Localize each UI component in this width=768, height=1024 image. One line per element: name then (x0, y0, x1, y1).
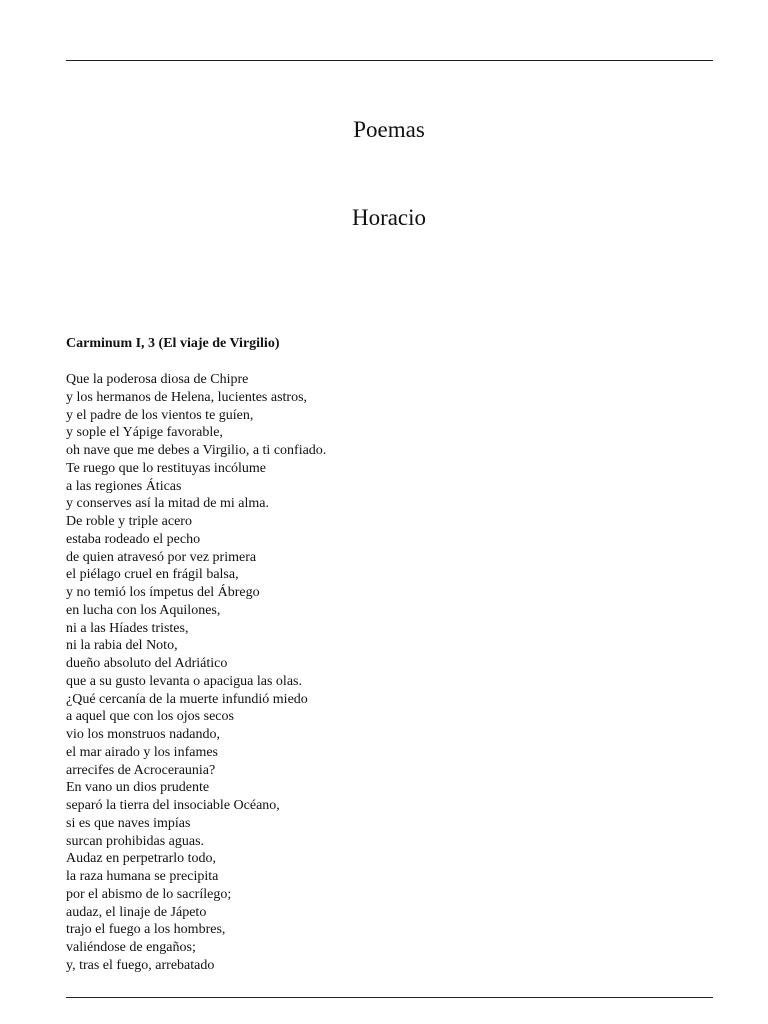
top-rule (66, 60, 713, 61)
verse-line: y el padre de los vientos te guíen, (66, 407, 254, 423)
document-author: Horacio (351, 205, 427, 230)
verse-line: ¿Qué cercanía de la muerte infundió miedo (66, 691, 308, 707)
poem-heading: Carminum I, 3 (El viaje de Virgilio) (66, 336, 280, 351)
verse-line: por el abismo de lo sacrílego; (66, 886, 232, 902)
verse-line: el mar airado y los infames (66, 744, 219, 760)
verse-line: ni a las Híades tristes, (66, 620, 189, 636)
verse-line: vio los monstruos nadando, (66, 727, 220, 742)
verse-line: arrecifes de Acroceraunia? (66, 762, 216, 778)
verse-line: en lucha con los Aquilones, (66, 602, 221, 618)
verse-line: y conserves así la mitad de mi alma. (66, 496, 269, 512)
verse-line: trajo el fuego a los hombres, (66, 922, 226, 938)
verse-line: Que la poderosa diosa de Chipre (66, 372, 249, 387)
verse-line: y, tras el fuego, arrebatado (66, 957, 215, 973)
verse-line: En vano un dios prudente (66, 780, 210, 796)
verse-line: separó la tierra del insociable Océano, (66, 798, 280, 813)
verse-line: a las regiones Áticas (66, 478, 182, 494)
verse-line: audaz, el linaje de Jápeto (66, 904, 207, 920)
verse-line: el piélago cruel en frágil balsa, (66, 567, 239, 583)
verse-line: y los hermanos de Helena, lucientes astros, (66, 389, 308, 405)
verse-line: De roble y triple acero (66, 514, 192, 529)
verse-line: Audaz en perpetrarlo todo, (66, 851, 217, 867)
verse-line: y sople el Yápige favorable, (66, 425, 223, 441)
document-title: Poemas (353, 117, 425, 142)
verse-line: valiéndose de engaños; (66, 940, 196, 955)
verse-line: ni la rabia del Noto, (66, 638, 178, 654)
verse-line: Te ruego que lo restituyas incólume (66, 460, 267, 476)
bottom-rule (66, 997, 713, 998)
verse-line: que a su gusto levanta o apacigua las olas. (66, 673, 302, 689)
verse-line: la raza humana se precipita (66, 869, 219, 884)
verse-line: si es que naves impías (66, 815, 191, 831)
verse-line: de quien atravesó por vez primera (66, 549, 257, 565)
poem-verses (66, 371, 326, 975)
verse-line: dueño absoluto del Adriático (66, 656, 228, 671)
verse-line: y no temió los ímpetus del Ábrego (66, 585, 260, 600)
verse-line: estaba rodeado el pecho (66, 531, 201, 547)
verse-line: a aquel que con los ojos secos (66, 709, 234, 725)
verse-line: oh nave que me debes a Virgilio, a ti confiado. (66, 443, 327, 458)
verse-line: surcan prohibidas aguas. (66, 833, 205, 849)
